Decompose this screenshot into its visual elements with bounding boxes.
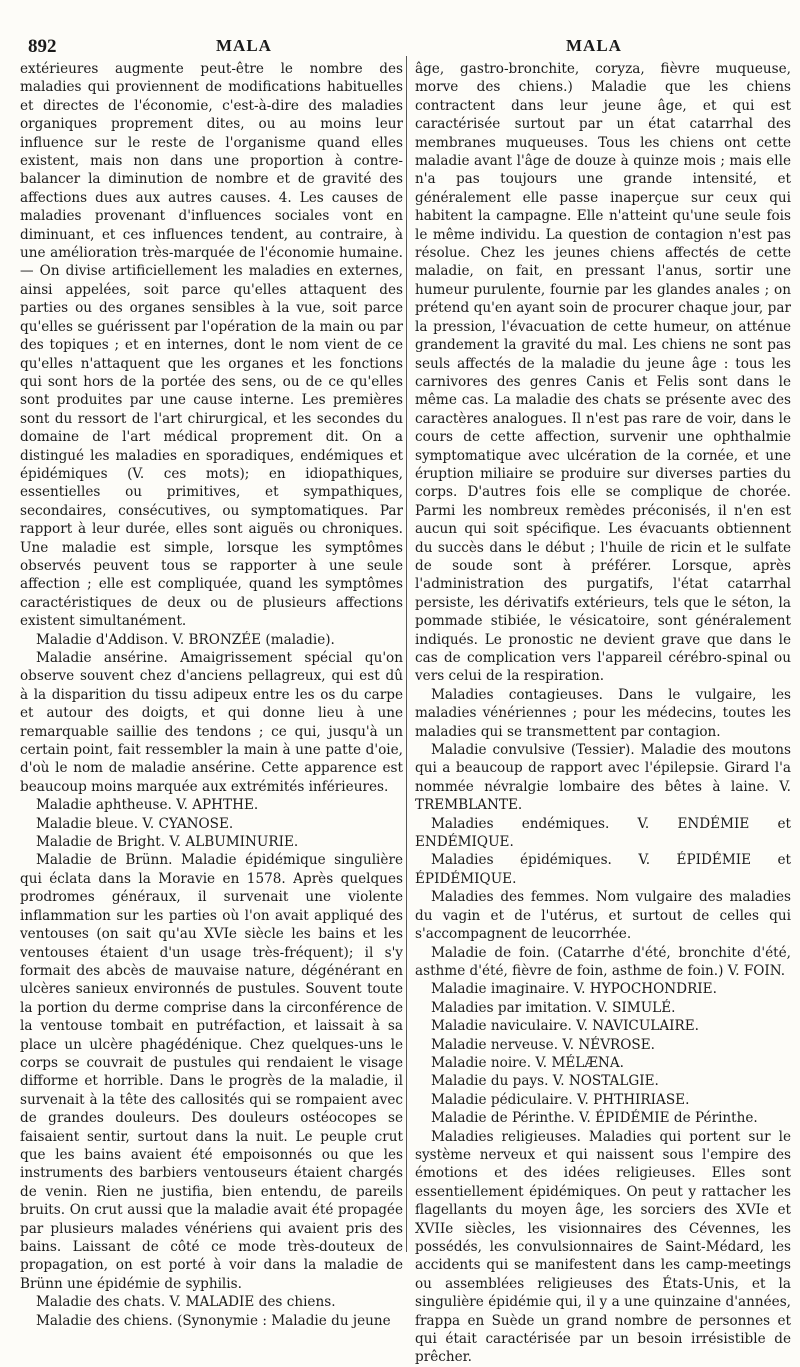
- entry-contagieuses: Maladies contagieuses. Dans le vulgaire, les maladies vénériennes ; pour les médecins, toutes les maladies qui se transmettent par contagion.: [415, 686, 791, 740]
- entry-foin: Maladie de foin. (Catarrhe d'été, bronchite d'été, asthme d'été, fièvre de foin, asthme de foin.) V. FOIN.: [415, 944, 791, 979]
- right-running-head: MALA: [566, 36, 622, 55]
- column-divider: [406, 56, 407, 1252]
- entry-femmes: Maladies des femmes. Nom vulgaire des maladies du vagin et de l'utérus, et surtout de celles qui s'accompagnent de leucorrhée.: [415, 889, 791, 943]
- entry-chats: Maladie des chats. V. MALADIE des chiens.: [36, 1294, 336, 1311]
- entry-perinthe: Maladie de Périnthe. V. ÉPIDÉMIE de Périnthe.: [431, 1110, 758, 1127]
- entry-imaginaire: Maladie imaginaire. V. HYPOCHONDRIE.: [431, 981, 717, 998]
- paragraph-continuation: extérieures augmente peut-être le nombre des maladies qui proviennent de modifications habituelles et directes de l'économie, c'est-à-dire des maladies organiques proprement dites, ou au moins leur influence sur le reste de l'organisme quand elles existent, mais non dans une proportion à contre-balancer la diminution de nombre et de gravité des affections dues aux autres causes. 4. Les causes de maladies provenant d'influences sociales vont en diminuant, et ces influences tendent, au contraire, à une amélioration très-marquée de l'économie humaine. — On divise artificiellement les maladies en externes, ainsi appelées, soit parce qu'elles attaquent des parties ou des organes sensibles à la vue, soit parce qu'elles se guérissent par l'opération de la main ou par des topiques ; et en internes, dont le nom vient de ce qu'elles n'attaquent que les organes et les fonctions qui sont hors de la portée des sens, ou de ce qu'elles sont produites par une cause interne. Les premières sont du ressort de l'art chirurgical, et les secondes du domaine de l'art médical proprement dit. On a distingué les maladies en sporadiques, endémiques et épidémiques (V. ces mots); en idiopathiques, essentielles ou primitives, et sympathiques, secondaires, consécutives, ou symptomatiques. Par rapport à leur durée, elles sont aiguës ou chroniques. Une maladie est simple, lorsque les symptômes observés peuvent tous se rapporter à une seule affection ; elle est compliquée, quand les symptômes caractéristiques de deux ou de plusieurs affections existent simultanément.: [20, 61, 403, 630]
- left-running-head: MALA: [216, 36, 272, 55]
- entry-aphtheuse: Maladie aphtheuse. V. APHTHE.: [36, 797, 259, 814]
- entry-pediculaire: Maladie pédiculaire. V. PHTHIRIASE.: [431, 1091, 690, 1108]
- entry-addison: Maladie d'Addison. V. BRONZÉE (maladie).: [36, 631, 335, 648]
- entry-noire: Maladie noire. V. MÉLÆNA.: [431, 1054, 624, 1071]
- entry-convulsive: Maladie convulsive (Tessier). Maladie des moutons qui a beaucoup de rapport avec l'épilepsie. Girard l'a nommée névralgie lombaire des bêtes à laine. V. TREMBLANTE.: [415, 742, 791, 814]
- entry-pays: Maladie du pays. V. NOSTALGIE.: [431, 1073, 659, 1090]
- entry-endemiques: Maladies endémiques. V. ENDÉMIE et ENDÉMIQUE.: [415, 815, 791, 851]
- entry-imitation: Maladies par imitation. V. SIMULÉ.: [431, 999, 676, 1016]
- entry-nerveuse: Maladie nerveuse. V. NÉVROSE.: [431, 1036, 655, 1053]
- entry-bright: Maladie de Bright. V. ALBUMINURIE.: [36, 834, 299, 851]
- right-column: [415, 60, 791, 1367]
- entry-epidemiques: Maladies épidémiques. V. ÉPIDÉMIE et ÉPIDÉMIQUE.: [415, 852, 791, 887]
- page-number: 892: [28, 36, 57, 57]
- entry-anserine: Maladie ansérine. Amaigrissement spécial qu'on observe souvent chez d'anciens pellagreux, qui est dû à la disparition du tissu adipeux entre les os du carpe et autour des doigts, et qui donne lieu à une remarquable saillie des tendons ; ce qui, jusqu'à un certain point, fait ressembler la main à une patte d'oie, d'où le nom de maladie ansérine. Cette apparence est beaucoup moins marquée aux extrémités inférieures.: [20, 650, 403, 795]
- entry-chiens-start: Maladie des chiens. (Synonymie : Maladie du jeune: [36, 1312, 391, 1329]
- left-column: [20, 60, 403, 1330]
- entry-bleue: Maladie bleue. V. CYANOSE.: [36, 815, 234, 832]
- entry-chiens-continued: âge, gastro-bronchite, coryza, fièvre muqueuse, morve des chiens.) Maladie que les chiens contractent dans leur jeune âge, et qui est caractérisée surtout par un état catarrhal des membranes muqueuses. Tous les chiens ont cette maladie avant l'âge de douze à quinze mois ; mais elle n'a pas toujours une grande intensité, et généralement elle passe inaperçue sur ceux qui habitent la campagne. Elle n'atteint qu'une seule fois le même individu. La question de contagion n'est pas résolue. Chez les jeunes chiens affectés de cette maladie, on fait, en pressant l'anus, sortir une humeur purulente, fournie par les glandes anales ; on prétend qu'en ayant soin de procurer chaque jour, par la pression, l'évacuation de cette humeur, on atténue grandement la gravité du mal. Les chiens ne sont pas seuls affectés de la maladie du jeune âge : tous les carnivores des genres Canis et Felis sont dans le même cas. La maladie des chats se présente avec des caractères analogues. Il n'est pas rare de voir, dans le cours de cette affection, survenir une ophthalmie symptomatique avec ulcération de la cornée, et une éruption miliaire se produire sur diverses parties du corps. D'autres fois elle se complique de chorée. Parmi les nombreux remèdes préconisés, il n'en est aucun qui soit spécifique. Les évacuants obtiennent du succès dans le début ; l'huile de ricin et le sulfate de soude sont à préférer. Lorsque, après l'administration des purgatifs, l'état catarrhal persiste, les dérivatifs extérieurs, tels que le séton, la pommade stibiée, le vésicatoire, sont généralement indiqués. Le pronostic ne devient grave que dans le cas de complication vers l'appareil cérébro-spinal ou vers celui de la respiration.: [415, 61, 791, 685]
- entry-religieuses: Maladies religieuses. Maladies qui portent sur le système nerveux et qui naissent sous l'empire des émotions et des idées religieuses. Elles sont essentiellement épidémiques. On peut y rattacher les flagellants du moyen âge, les sorciers des XVIe et XVIIe siècles, les visionnaires des Cévennes, les possédés, les convulsionnaires de Saint-Médard, les accidents qui se manifestent dans les camp-meetings ou assemblées religieuses des États-Unis, et la singulière épidémie qui, il y a une quinzaine d'années, frappa en Suède un grand nombre de personnes et qui était caractérisée par un besoin irrésistible de prêcher.: [415, 1128, 791, 1366]
- entry-naviculaire: Maladie naviculaire. V. NAVICULAIRE.: [431, 1018, 699, 1035]
- entry-brunn: Maladie de Brünn. Maladie épidémique singulière qui éclata dans la Moravie en 1578. Après quelques prodromes généraux, il survenait une violente inflammation sur les parties où l'on avait appliqué des ventouses (on sait qu'au XVIe siècle les bains et les ventouses étaient d'un usage très-fréquent); il s'y formait des abcès de mauvaise nature, dégénérant en ulcères sanieux environnés de pustules. Souvent toute la portion du derme comprise dans la circonférence de la ventouse tombait en putréfaction, et laissait à sa place un ulcère phagédénique. Chez quelques-uns le corps se couvrait de pustules qui rendaient le visage difforme et horrible. Dans le progrès de la maladie, il survenait à la tête des callosités qui se rompaient avec de grandes douleurs. Des douleurs ostéocopes se faisaient sentir, surtout dans la nuit. Le peuple crut que les bains avaient été empoisonnés ou que les instruments des barbiers ventouseurs étaient chargés de venin. Rien ne justifia, bien entendu, de pareils bruits. On crut aussi que la maladie avait été propagée par plusieurs malades vénériens qui avaient pris des bains. Laissant de côté ce mode très-douteux de propagation, on est porté à voir dans la maladie de Brünn une épidémie de syphilis.: [20, 852, 403, 1292]
